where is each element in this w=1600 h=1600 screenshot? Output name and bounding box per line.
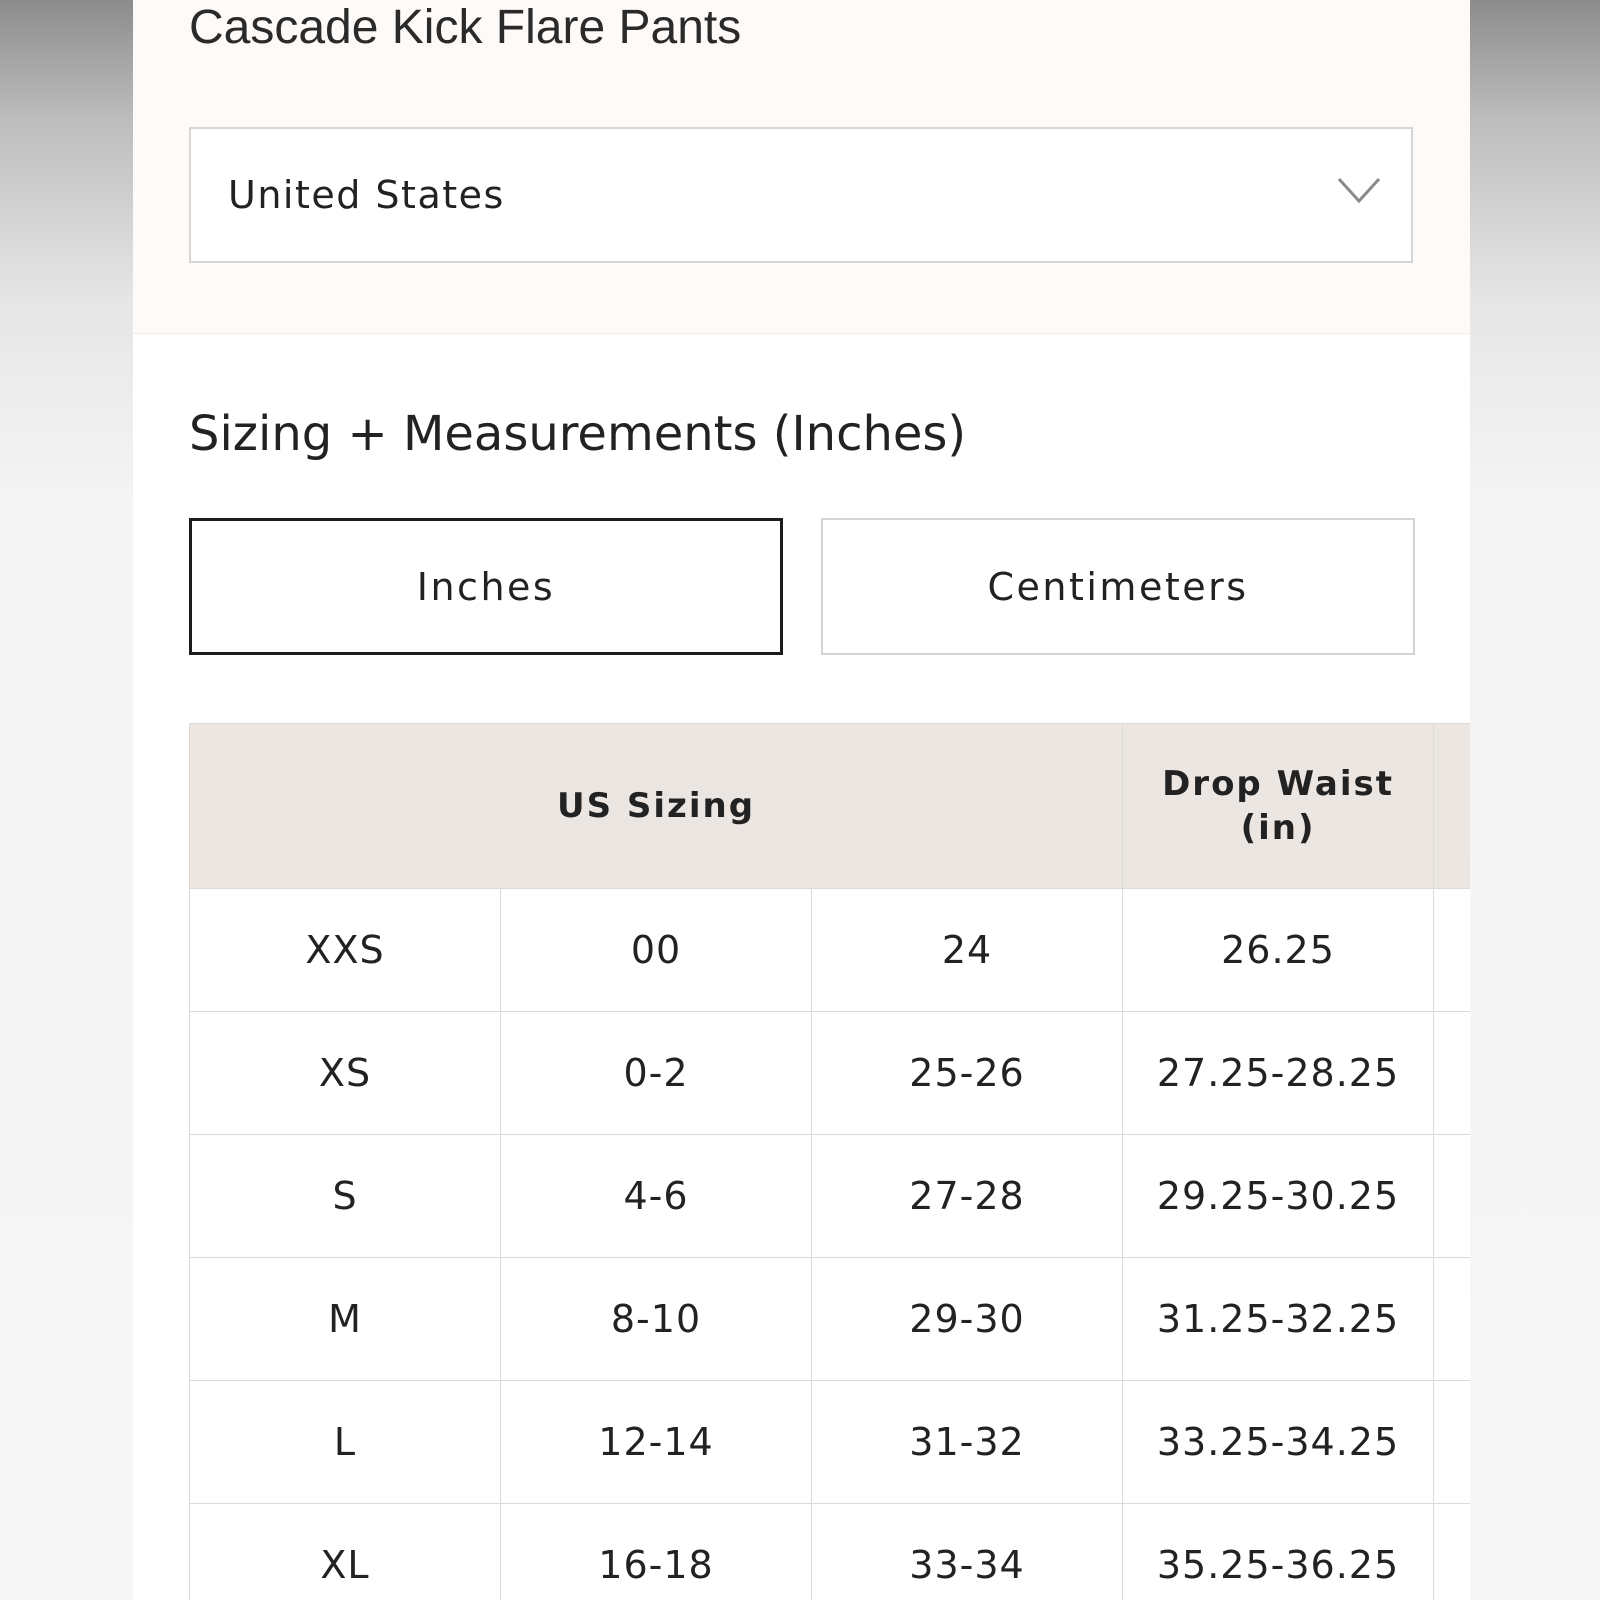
chevron-down-icon [1337, 175, 1381, 205]
size-label-cell: XXS [190, 889, 501, 1012]
country-select-value: United States [228, 173, 505, 217]
numeric-size-cell: 0-2 [501, 1012, 812, 1135]
product-title: Cascade Kick Flare Pants [189, 1, 742, 54]
drop-waist-cell: 35.25-36.25 [1123, 1504, 1434, 1600]
drop-waist-cell: 26.25 [1123, 889, 1434, 1012]
next-column-cell [1434, 889, 1470, 1012]
drop-waist-cell: 27.25-28.25 [1123, 1012, 1434, 1135]
next-column-cell [1434, 1135, 1470, 1258]
numeric-size-cell: 00 [501, 889, 812, 1012]
size-label-cell: M [190, 1258, 501, 1381]
table-row [190, 889, 1471, 1012]
next-column-cell [1434, 1504, 1470, 1600]
next-column-cell [1434, 1258, 1470, 1381]
next-column-header [1434, 724, 1470, 889]
size-label-cell: L [190, 1381, 501, 1504]
numeric-size-cell: 8-10 [501, 1258, 812, 1381]
header-area [133, 0, 1470, 334]
section-title: Sizing + Measurements (Inches) [189, 406, 967, 462]
table-row [190, 1258, 1471, 1381]
table-row [190, 1012, 1471, 1135]
size-guide-panel [133, 0, 1470, 1600]
drop-waist-cell: 33.25-34.25 [1123, 1381, 1434, 1504]
next-column-cell [1434, 1381, 1470, 1504]
numeric-size-cell: 12-14 [501, 1381, 812, 1504]
table-header-row [190, 724, 1471, 889]
waist-cell: 33-34 [812, 1504, 1123, 1600]
drop-waist-header [1123, 724, 1434, 889]
next-column-cell [1434, 1012, 1470, 1135]
table-row [190, 1381, 1471, 1504]
table-row [190, 1504, 1471, 1600]
us-sizing-header-label: US Sizing [556, 786, 756, 826]
size-label-cell: XS [190, 1012, 501, 1135]
size-label-cell: S [190, 1135, 501, 1258]
waist-cell: 27-28 [812, 1135, 1123, 1258]
size-table [189, 723, 1470, 1600]
drop-waist-cell: 29.25-30.25 [1123, 1135, 1434, 1258]
waist-cell: 31-32 [812, 1381, 1123, 1504]
drop-waist-header-label: Drop Waist [1162, 764, 1394, 804]
table-row [190, 1135, 1471, 1258]
centimeters-button[interactable]: Centimeters [821, 518, 1415, 655]
numeric-size-cell: 16-18 [501, 1504, 812, 1600]
waist-cell: 25-26 [812, 1012, 1123, 1135]
waist-cell: 29-30 [812, 1258, 1123, 1381]
inches-button[interactable]: Inches [189, 518, 783, 655]
size-label-cell: XL [190, 1504, 501, 1600]
country-select[interactable] [189, 127, 1413, 263]
drop-waist-cell: 31.25-32.25 [1123, 1258, 1434, 1381]
us-sizing-header [190, 724, 1123, 889]
drop-waist-header-unit: (in) [1240, 808, 1316, 848]
numeric-size-cell: 4-6 [501, 1135, 812, 1258]
waist-cell: 24 [812, 889, 1123, 1012]
